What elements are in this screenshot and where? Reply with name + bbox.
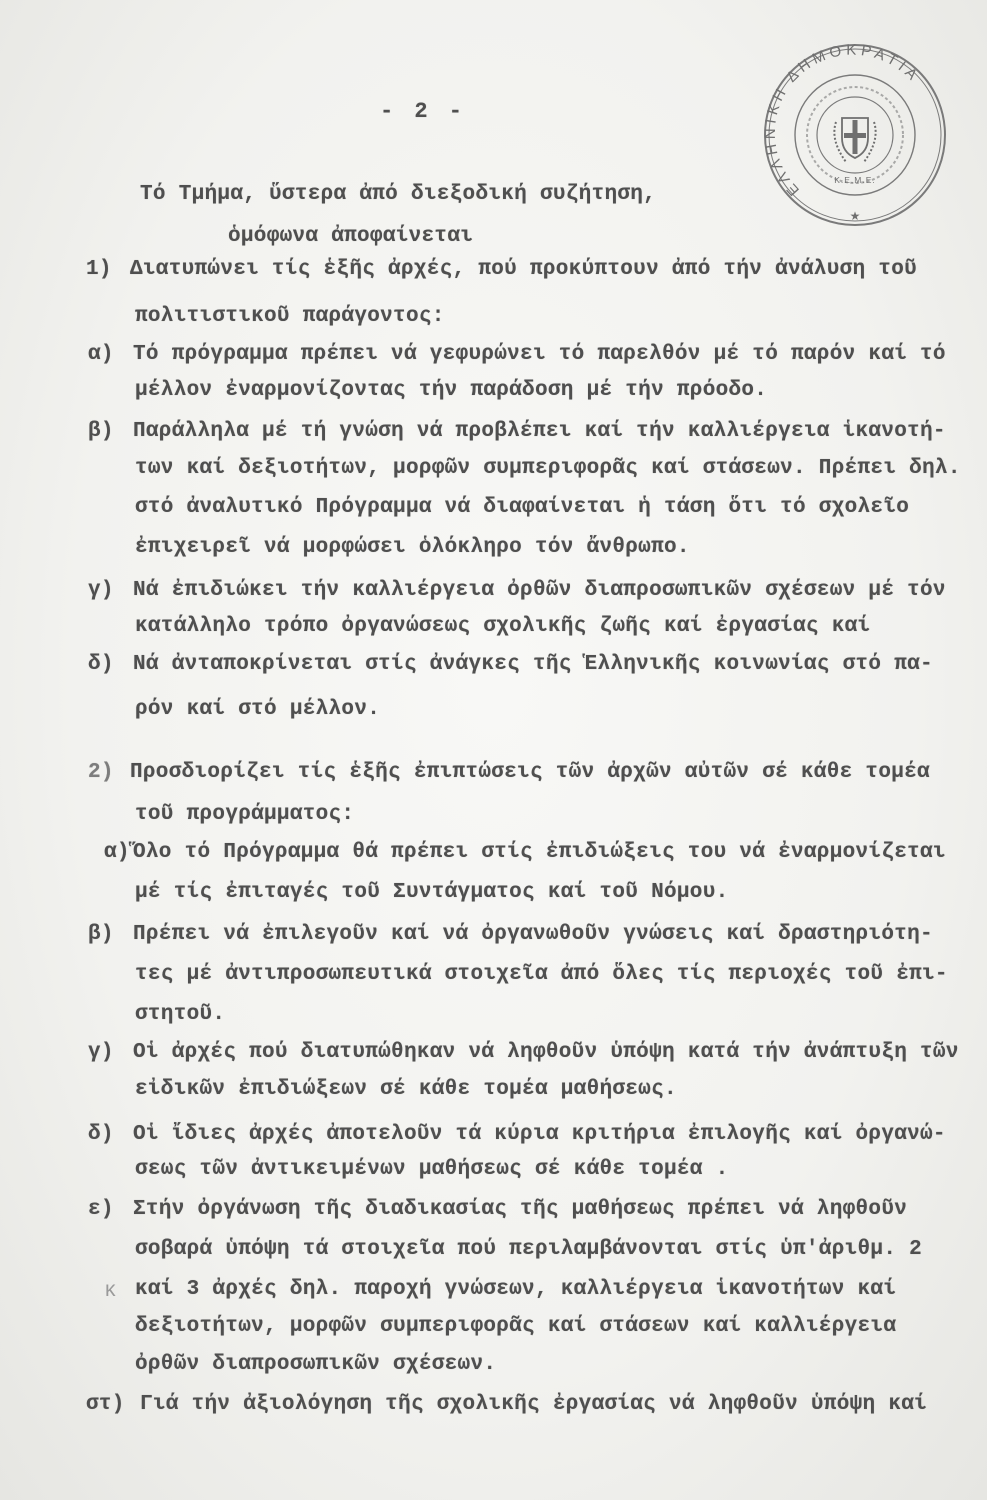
item-label: β): [88, 923, 114, 946]
item-line: Γιά τήν ἀξιολόγηση τῆς σχολικῆς ἐργασίας νά ληφθοῦν ὑπόψη καί: [140, 1393, 928, 1416]
section-1-line: Διατυπώνει τίς ἑξῆς ἀρχές, πού προκύπτουν ἀπό τήν ἀνάλυση τοῦ: [130, 258, 918, 281]
item-line: δεξιοτήτων, μορφῶν συμπεριφορᾶς καί στάσεων καί καλλιέργεια: [135, 1315, 897, 1338]
item-line: Οἱ ἀρχές πού διατυπώθηκαν νά ληφθοῦν ὑπόψη κατά τήν ἀνάπτυξη τῶν: [133, 1041, 959, 1064]
item-line: στό ἀναλυτικό Πρόγραμμα νά διαφαίνεται ἡ τάση ὅτι τό σχολεῖο: [135, 496, 910, 519]
item-line: Πρέπει νά ἐπιλεγοῦν καί νά ὀργανωθοῦν γνώσεις καί δραστηριότη-: [133, 923, 933, 946]
item-label: α): [104, 841, 130, 864]
section-2-line: τοῦ προγράμματος:: [135, 803, 355, 826]
item-line: ἐπιχειρεῖ νά μορφώσει ὁλόκληρο τόν ἄνθρωπο.: [135, 536, 690, 559]
section-1-label: 1): [86, 258, 112, 281]
item-line: Στήν ὀργάνωση τῆς διαδικασίας τῆς μαθήσεως πρέπει νά ληφθοῦν: [133, 1198, 908, 1221]
item-label: στ): [86, 1393, 125, 1416]
item-line: Τό πρόγραμμα πρέπει νά γεφυρώνει τό παρελθόν μέ τό παρόν καί τό: [133, 343, 946, 366]
coat-of-arms-icon: [834, 118, 875, 162]
item-label: α): [88, 343, 114, 366]
item-line: Νά ἐπιδιώκει τήν καλλιέργεια ὀρθῶν διαπροσωπικῶν σχέσεων μέ τόν: [133, 579, 946, 602]
item-line: ὀρθῶν διαπροσωπικῶν σχέσεων.: [135, 1353, 497, 1376]
item-line: των καί δεξιοτήτων, μορφῶν συμπεριφορᾶς καί στάσεων. Πρέπει δηλ.: [135, 457, 961, 480]
item-line: καί 3 ἀρχές δηλ. παροχή γνώσεων, καλλιέργεια ἱκανοτήτων καί: [135, 1278, 897, 1301]
item-label: δ): [88, 1123, 114, 1146]
item-line: Ὅλο τό Πρόγραμμα θά πρέπει στίς ἐπιδιώξεις του νά ἐναρμονίζεται: [133, 841, 946, 864]
stamp-bottom-text: Κ.Ε.Μ.Ε.: [834, 175, 876, 185]
item-label: γ): [88, 579, 114, 602]
stamp-outer-text: ΕΛΛΗΝΙΚΗ ΔΗΜΟΚΡΑΤΙΑ: [761, 41, 924, 200]
page-number: - 2 -: [380, 99, 467, 124]
intro-line: Τό Τμήμα, ὕστερα ἀπό διεξοδική συζήτηση,: [140, 183, 657, 206]
official-stamp: [760, 40, 950, 230]
item-label: δ): [88, 653, 114, 676]
section-2-label: 2): [88, 761, 114, 784]
item-label: β): [88, 420, 114, 443]
item-line: κατάλληλο τρόπο ὀργανώσεως σχολικῆς ζωῆς καί ἐργασίας καί: [135, 615, 871, 638]
item-line: στητοῦ.: [135, 1003, 226, 1026]
item-line: τες μέ ἀντιπροσωπευτικά στοιχεῖα ἀπό ὅλες τίς περιοχές τοῦ ἐπι-: [135, 963, 948, 986]
item-label: γ): [88, 1041, 114, 1064]
item-line: Παράλληλα μέ τή γνώση νά προβλέπει καί τήν καλλιέργεια ἱκανοτή-: [133, 420, 946, 443]
item-line: Νά ἀνταποκρίνεται στίς ἀνάγκες τῆς Ἑλληνικῆς κοινωνίας στό πα-: [133, 653, 933, 676]
section-1-line: πολιτιστικοῦ παράγοντος:: [135, 305, 445, 328]
item-line: εἰδικῶν ἐπιδιώξεων σέ κάθε τομέα μαθήσεως.: [135, 1078, 677, 1101]
item-line: Οἱ ἴδιες ἀρχές ἀποτελοῦν τά κύρια κριτήρια ἐπιλογῆς καί ὀργανώ-: [133, 1123, 946, 1146]
item-line: σοβαρά ὑπόψη τά στοιχεῖα πού περιλαμβάνονται στίς ὑπ'ἀριθμ. 2: [135, 1238, 923, 1261]
item-line: μέ τίς ἐπιταγές τοῦ Συντάγματος καί τοῦ Νόμου.: [135, 881, 729, 904]
item-line: μέλλον ἐναρμονίζοντας τήν παράδοση μέ τήν πρόοδο.: [135, 379, 768, 402]
item-line: σεως τῶν ἀντικειμένων μαθήσεως σέ κάθε τομέα .: [135, 1158, 729, 1181]
section-2-line: Προσδιορίζει τίς ἑξῆς ἐπιπτώσεις τῶν ἀρχῶν αὐτῶν σέ κάθε τομέα: [130, 761, 930, 784]
margin-mark: κ: [104, 1280, 117, 1303]
intro-line: ὁμόφωνα ἀποφαίνεται: [228, 225, 474, 248]
stamp-star-icon: ★: [849, 209, 861, 223]
item-line: ρόν καί στό μέλλον.: [135, 698, 381, 721]
item-label: ε): [88, 1198, 114, 1221]
